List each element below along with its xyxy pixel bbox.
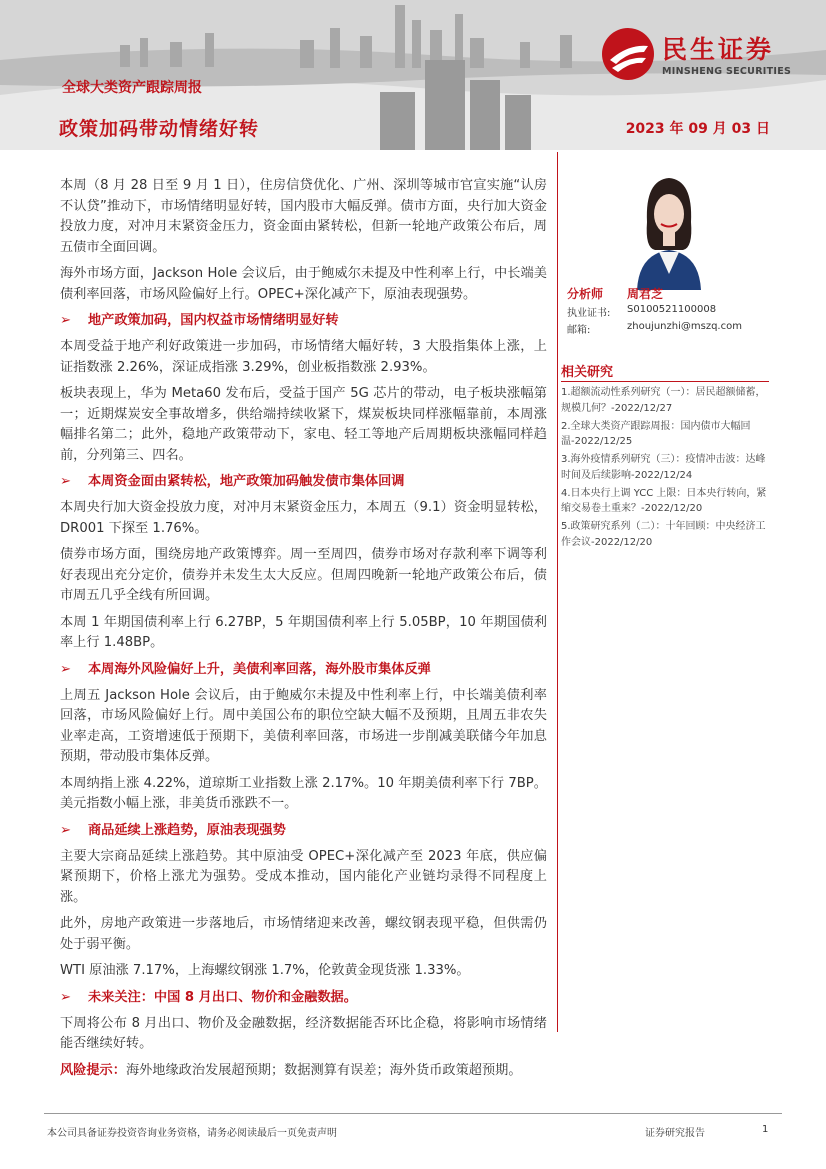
related-item[interactable]: 2.全球大类资产跟踪周报：国内债市大幅回温-2022/12/25 <box>561 420 751 447</box>
footer-doc-type: 证券研究报告 <box>645 1128 705 1139</box>
arrow-icon: ➢ <box>60 989 72 1005</box>
main-content <box>60 176 547 1087</box>
section-3-paragraph-2: 本周纳指上涨 4.22%，道琼斯工业指数上涨 2.17%。10 年期美债利率下行 7BP。美元指数小幅上涨，非美货币涨跌不一。 <box>60 775 547 811</box>
intro-paragraph-2: 海外市场方面，Jackson Hole 会议后，由于鲍威尔未提及中性利率上行，中长端美债利率回落，市场风险偏好上行。OPEC+深化减产下，原油表现强势。 <box>60 266 547 302</box>
logo-text-cn: 民生证券 <box>662 35 775 64</box>
related-research-list <box>561 385 769 553</box>
company-logo <box>600 26 805 84</box>
analyst-photo <box>623 162 715 290</box>
section-1-paragraph-1: 本周受益于地产利好政策进一步加码，市场情绪大幅好转，3 大股指集体上涨，上证指数涨 2.26%，深证成指涨 3.29%，创业板指数涨 2.93%。 <box>60 339 547 375</box>
analyst-email[interactable]: zhoujunzhi@mszq.com <box>627 321 742 332</box>
arrow-icon: ➢ <box>60 822 72 838</box>
related-item[interactable]: 4.日本央行上调 YCC 上限：日本央行转向，紧缩交易卷土重来？-2022/12/20 <box>561 487 767 514</box>
report-date: 2023 年 09 月 03 日 <box>625 121 770 137</box>
section-4-paragraph-3: WTI 原油涨 7.17%，上海螺纹钢涨 1.7%，伦敦黄金现货涨 1.33%。 <box>60 963 470 978</box>
section-5-paragraph-1: 下周将公布 8 月出口、物价及金融数据，经济数据能否环比企稳，将影响市场情绪能否继续好转。 <box>60 1015 547 1051</box>
report-title: 政策加码带动情绪好转 <box>59 118 260 140</box>
related-research-title: 相关研究 <box>561 365 614 380</box>
logo-emblem-icon <box>600 26 656 82</box>
section-heading-2: ➢ 本周资金面由紧转松，地产政策加码触发债市集体回调 <box>60 472 547 492</box>
related-item[interactable]: 5.政策研究系列（二）：十年回顾：中央经济工作会议-2022/12/20 <box>561 521 766 548</box>
related-item[interactable]: 1.超额流动性系列研究（一）：居民超额储蓄，规模几何？-2022/12/27 <box>561 387 766 414</box>
risk-text: 海外地缘政治发展超预期；数据测算有误差；海外货币政策超预期。 <box>125 1062 522 1078</box>
section-heading-3: ➢ 本周海外风险偏好上升，美债利率回落，海外股市集体反弹 <box>60 660 547 680</box>
analyst-email-label: 邮箱: <box>567 325 591 336</box>
related-item[interactable]: 3.海外疫情系列研究（三）：疫情冲击波：达峰时间及后续影响-2022/12/24 <box>561 454 766 481</box>
footer-divider <box>44 1113 782 1114</box>
analyst-cert-label: 执业证书: <box>567 308 611 319</box>
arrow-icon: ➢ <box>60 661 72 677</box>
section-2-paragraph-1: 本周央行加大资金投放力度，对冲月末紧资金压力，本周五（9.1）资金明显转松，DR001 下探至 1.76%。 <box>60 500 547 536</box>
related-research-header <box>561 359 769 382</box>
section-4-paragraph-2: 此外，房地产政策进一步落地后，市场情绪迎来改善，螺纹钢表现平稳，但供需仍处于弱平衡。 <box>60 916 547 952</box>
section-4-paragraph-1: 主要大宗商品延续上涨趋势。其中原油受 OPEC+深化减产至 2023 年底，供应偏紧预期下，价格上涨尤为强势。受成本推动，国内能化产业链均录得不同程度上涨。 <box>60 848 547 905</box>
arrow-icon: ➢ <box>60 313 72 328</box>
risk-warning <box>60 1061 547 1082</box>
section-2-paragraph-3: 本周 1 年期国债利率上行 6.27BP，5 年期国债利率上行 5.05BP，10 年期国债利率上行 1.48BP。 <box>60 614 547 650</box>
section-heading-4: ➢ 商品延续上涨趋势，原油表现强势 <box>60 821 547 841</box>
logo-text-en: MINSHENG SECURITIES <box>662 66 792 77</box>
section-2-paragraph-2: 债券市场方面，围绕房地产政策博弈。周一至周四，债券市场对存款利率下调等利好表现出充分定价，债券并未发生太大反应。但周四晚新一轮地产政策公布后，债市周五几乎全线有所回调。 <box>60 547 547 603</box>
footer-disclaimer: 本公司具备证券投资咨询业务资格，请务必阅读最后一页免责声明 <box>47 1128 337 1139</box>
column-divider <box>557 152 558 1032</box>
analyst-role: 分析师 <box>567 287 604 301</box>
arrow-icon: ➢ <box>60 474 72 489</box>
section-1-paragraph-2: 板块表现上，华为 Meta60 发布后，受益于国产 5G 芯片的带动，电子板块涨幅第一；近期煤炭安全事故增多，供给端持续收紧下，煤炭板块同样涨幅靠前，本周涨幅排名第二；此外，稳地产政策带动下，家电、轻工等地产后周期板块涨幅同样趋前，分列第三、四名。 <box>60 386 547 463</box>
report-series: 全球大类资产跟踪周报 <box>62 80 202 96</box>
section-heading-1: ➢ 地产政策加码，国内权益市场情绪明显好转 <box>60 311 547 331</box>
intro-paragraph-1: 本周（8 月 28 日至 9 月 1 日），住房信贷优化、广州、深圳等城市官宣实施“认房不认贷”推动下，市场情绪明显好转，国内股市大幅反弹。债市方面，央行加大资金投放力度，对冲月末紧资金压力，资金面由紧转松，但新一轮地产政策公布后，周五债市全面回调。 <box>60 178 547 255</box>
header-banner <box>0 0 826 150</box>
page-number: 1 <box>762 1124 769 1135</box>
risk-label: 风险提示： <box>60 1062 126 1078</box>
analyst-name: 周君芝 <box>627 287 664 301</box>
section-3-paragraph-1: 上周五 Jackson Hole 会议后，由于鲍威尔未提及中性利率上行，中长端美债利率回落，市场风险偏好上行。周中美国公布的职位空缺大幅不及预期，且周五非农失业率走高，工资增速低于预期下，美债利率回落，市场进一步削减美联储今年加息预期，带动股市集体反弹。 <box>60 687 547 764</box>
analyst-cert-number: S0100521100008 <box>627 304 717 315</box>
section-heading-5: ➢ 未来关注：中国 8 月出口、物价和金融数据。 <box>60 988 547 1008</box>
